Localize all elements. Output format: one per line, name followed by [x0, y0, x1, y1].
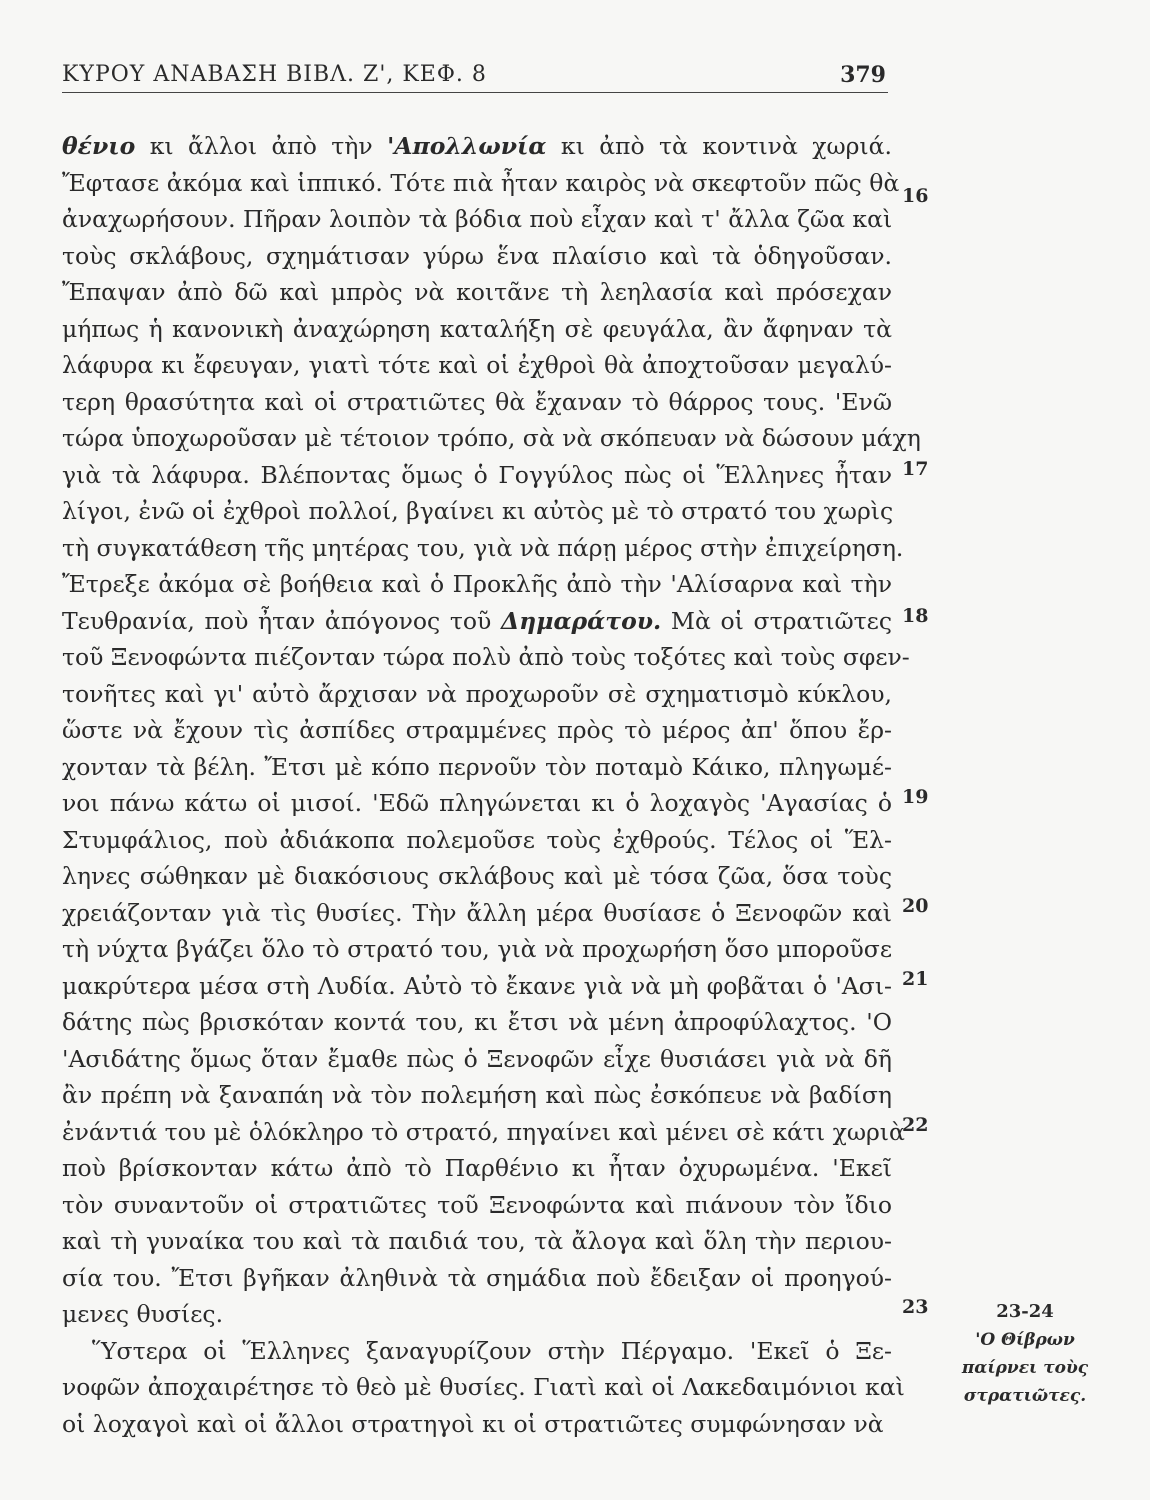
text-line: Ἔτρεξε ἀκόμα σὲ βοήθεια καὶ ὁ Προκλῆς ἀπὸ τὴν 'Αλίσαρνα καὶ τὴν: [62, 570, 892, 598]
section-number: 16: [902, 185, 929, 207]
text-line: τὸν συναντοῦν οἱ στρατιῶτες τοῦ Ξενοφώντα καὶ πιάνουν τὸν ἴδιο: [62, 1190, 892, 1219]
text-line: τὴ συγκατάθεση τῆς μητέρας του, γιὰ νὰ πάρῃ μέρος στὴν ἐπιχείρηση.: [62, 533, 904, 562]
emphasis-text: 'Απολλωνία: [387, 132, 547, 160]
running-head: ΚΥΡΟΥ ΑΝΑΒΑΣΗ ΒΙΒΛ. Ζ', ΚΕΦ. 8: [62, 62, 487, 87]
emphasis-text: Δημαράτου.: [500, 606, 662, 635]
section-number: 22: [902, 1114, 929, 1136]
section-number: 21: [902, 968, 929, 990]
text-span: κι ἀπὸ τὰ κοντινὰ χωριά.: [546, 132, 892, 160]
text-line: ἐνάντιά του μὲ ὁλόκληρο τὸ στρατό, πηγαίνει καὶ μένει σὲ κάτι χωριὰ: [62, 1117, 905, 1146]
text-line: Στυμφάλιος, ποὺ ἀδιάκοπα πολεμοῦσε τοὺς ἐχθρούς. Τέλος οἱ Ἕλ-: [62, 825, 892, 854]
side-note-line: 'Ο Θίβρων: [975, 1330, 1075, 1350]
text-line: λίγοι, ἐνῶ οἱ ἐχθροὶ πολλοί, βγαίνει κι αὐτὸς μὲ τὸ στρατό του χωρὶς: [62, 497, 894, 525]
text-line: σία του. Ἔτσι βγῆκαν ἀληθινὰ τὰ σημάδια ποὺ ἔδειξαν οἱ προηγού-: [62, 1263, 892, 1292]
text-line: ληνες σώθηκαν μὲ διακόσιους σκλάβους καὶ μὲ τόσα ζῶα, ὅσα τοὺς: [62, 862, 892, 890]
text-span: Μὰ οἱ στρατιῶτες: [661, 606, 892, 635]
text-line: 'Ασιδάτης ὅμως ὅταν ἔμαθε πὼς ὁ Ξενοφῶν εἶχε θυσιάσει γιὰ νὰ δῆ: [62, 1044, 892, 1073]
text-line: καὶ τὴ γυναίκα του καὶ τὰ παιδιά του, τὰ ἄλογα καὶ ὅλη τὴν περιου-: [62, 1227, 892, 1255]
text-line: τονῆτες καὶ γι' αὐτὸ ἄρχισαν νὰ προχωροῦν σὲ σχηματισμὸ κύκλου,: [62, 679, 892, 708]
text-line: Ἔπαψαν ἀπὸ δῶ καὶ μπρὸς νὰ κοιτᾶνε τὴ λεηλασία καὶ πρόσεχαν: [62, 278, 892, 306]
side-note-line: παίρνει τοὺς: [961, 1358, 1089, 1378]
text-span: κι ἄλλοι ἀπὸ τὴν: [135, 132, 388, 160]
page-number: 379: [840, 62, 886, 88]
text-line: νοφῶν ἀποχαιρέτησε τὸ θεὸ μὲ θυσίες. Γιατὶ καὶ οἱ Λακεδαιμόνιοι καὶ: [62, 1373, 905, 1401]
text-line: Ὕστερα οἱ Ἕλληνες ξαναγυρίζουν στὴν Πέργαμο. 'Εκεῖ ὁ Ξε-: [92, 1336, 892, 1365]
text-line: χονταν τὰ βέλη. Ἔτσι μὲ κόπο περνοῦν τὸν ποταμὸ Κάικο, πληγωμέ-: [62, 752, 892, 781]
section-number: 23: [902, 1296, 929, 1318]
text-line: μενες θυσίες.: [62, 1300, 224, 1328]
section-number: 17: [902, 458, 929, 480]
text-line: οἱ λοχαγοὶ καὶ οἱ ἄλλοι στρατηγοὶ κι οἱ στρατιῶτες συμφώνησαν νὰ: [62, 1409, 884, 1438]
text-line: ποὺ βρίσκονταν κάτω ἀπὸ τὸ Παρθένιο κι ἦταν ὀχυρωμένα. 'Εκεῖ: [62, 1154, 892, 1182]
text-line: ὥστε νὰ ἔχουν τὶς ἀσπίδες στραμμένες πρὸς τὸ μέρος ἀπ' ὅπου ἔρ-: [62, 716, 892, 744]
section-number: 20: [902, 895, 929, 917]
running-header: [62, 62, 888, 93]
text-line: χρειάζονταν γιὰ τὶς θυσίες. Τὴν ἄλλη μέρα θυσίασε ὁ Ξενοφῶν καὶ: [62, 898, 892, 927]
text-line: ἂν πρέπη νὰ ξαναπάη νὰ τὸν πολεμήση καὶ πὼς ἐσκόπευε νὰ βαδίση: [62, 1081, 892, 1109]
text-line: λάφυρα κι ἔφευγαν, γιατὶ τότε καὶ οἱ ἐχθροὶ θὰ ἀποχτοῦσαν μεγαλύ-: [62, 351, 892, 379]
text-line: νοι πάνω κάτω οἱ μισοί. 'Εδῶ πληγώνεται κι ὁ λοχαγὸς 'Αγασίας ὁ: [62, 789, 892, 817]
side-note-line: στρατιῶτες.: [963, 1386, 1087, 1406]
section-number: 18: [902, 605, 929, 627]
text-line: γιὰ τὰ λάφυρα. Βλέποντας ὅμως ὁ Γογγύλος πὼς οἱ Ἕλληνες ἦταν: [62, 460, 892, 489]
text-line: [62, 128, 892, 165]
text-line: μήπως ἡ κανονικὴ ἀναχώρηση καταλήξη σὲ φευγάλα, ἂν ἄφηναν τὰ: [62, 314, 892, 343]
emphasis-text: θένιο: [62, 132, 136, 160]
text-line: τοὺς σκλάβους, σχημάτισαν γύρω ἕνα πλαίσιο καὶ τὰ ὁδηγοῦσαν.: [62, 241, 892, 270]
text-line: [62, 603, 892, 640]
text-line: ἀναχωρήσουν. Πῆραν λοιπὸν τὰ βόδια ποὺ εἶχαν καὶ τ' ἄλλα ζῶα καὶ: [62, 205, 893, 233]
section-number: 19: [902, 786, 929, 808]
text-line: τοῦ Ξενοφώντα πιέζονταν τώρα πολὺ ἀπὸ τοὺς τοξότες καὶ τοὺς σφεν-: [62, 643, 910, 671]
text-line: δάτης πὼς βρισκόταν κοντά του, κι ἔτσι νὰ μένη ἀπροφύλαχτος. 'Ο: [62, 1008, 892, 1036]
text-line: τὴ νύχτα βγάζει ὅλο τὸ στρατό του, γιὰ νὰ προχωρήση ὅσο μποροῦσε: [62, 935, 892, 963]
side-note: [950, 1298, 1100, 1410]
section-number-column: [902, 128, 950, 1318]
text-line: μακρύτερα μέσα στὴ Λυδία. Αὐτὸ τὸ ἔκανε γιὰ νὰ μὴ φοβᾶται ὁ 'Ασι-: [62, 971, 892, 1000]
side-note-range: 23-24: [996, 1301, 1054, 1322]
text-line: τερη θρασύτητα καὶ οἱ στρατιῶτες θὰ ἔχαναν τὸ θάρρος τους. 'Ενῶ: [62, 387, 892, 416]
text-line: Ἔφτασε ἀκόμα καὶ ἱππικό. Τότε πιὰ ἦταν καιρὸς νὰ σκεφτοῦν πῶς θὰ: [62, 168, 900, 197]
text-span: Τευθρανία, ποὺ ἦταν ἀπόγονος τοῦ: [62, 606, 501, 635]
text-line: τώρα ὑποχωροῦσαν μὲ τέτοιον τρόπο, σὰ νὰ σκόπευαν νὰ δώσουν μάχη: [62, 424, 921, 452]
